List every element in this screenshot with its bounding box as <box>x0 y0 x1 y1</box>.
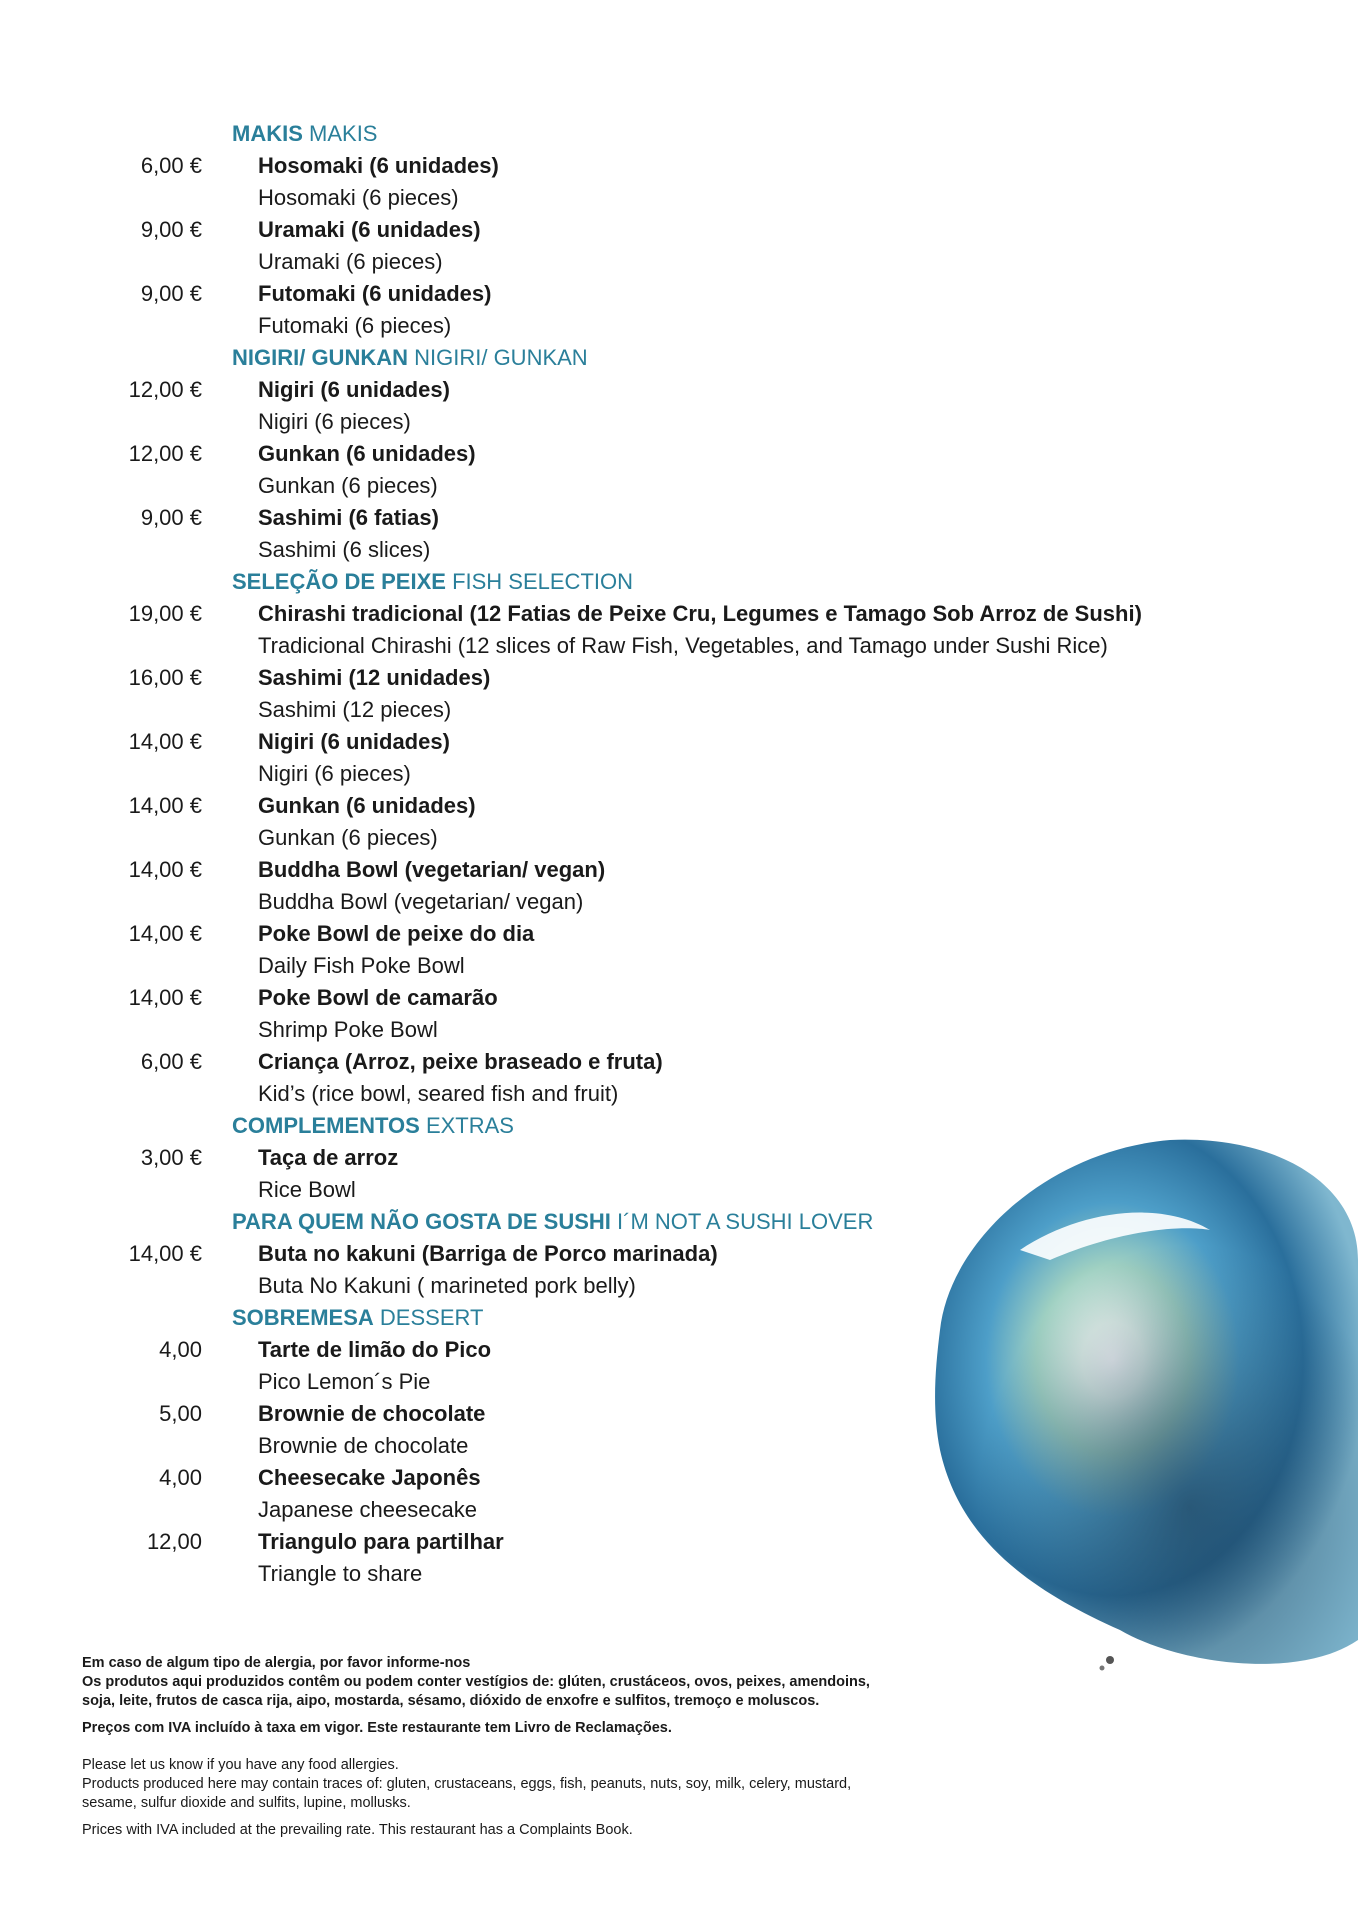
section-title-en: DESSERT <box>379 1305 484 1330</box>
section-heading <box>0 1302 1300 1334</box>
section-title-pt: NIGIRI/ GUNKAN <box>232 345 408 370</box>
item-name-en: Buta No Kakuni ( marineted pork belly) <box>258 1273 636 1298</box>
item-name-pt: Futomaki (6 unidades) <box>258 281 492 306</box>
item-name-en: Sashimi (6 slices) <box>258 537 431 562</box>
menu-item-translation-row <box>0 1270 1300 1302</box>
item-name-pt: Uramaki (6 unidades) <box>258 217 481 242</box>
item-name-pt: Poke Bowl de peixe do dia <box>258 921 535 946</box>
item-name-en: Shrimp Poke Bowl <box>258 1017 438 1042</box>
menu-item-row <box>0 918 1300 950</box>
section-heading <box>0 566 1300 598</box>
item-name-en: Futomaki (6 pieces) <box>258 313 452 338</box>
section-title-pt: PARA QUEM NÃO GOSTA DE SUSHI <box>232 1209 611 1234</box>
menu-item-translation-row <box>0 950 1300 982</box>
item-name-pt: Nigiri (6 unidades) <box>258 377 450 402</box>
item-price: 6,00 € <box>140 1049 202 1074</box>
traces-note-en-2: sesame, sulfur dioxide and sulfits, lupine, mollusks. <box>82 1795 411 1811</box>
menu-item-translation-row <box>0 630 1300 662</box>
item-price: 4,00 <box>159 1465 202 1490</box>
item-price: 14,00 € <box>128 985 202 1010</box>
section-heading <box>0 1206 1300 1238</box>
item-price: 9,00 € <box>140 217 202 242</box>
menu-item-row <box>0 598 1300 630</box>
menu-item-translation-row <box>0 1174 1300 1206</box>
item-name-en: Daily Fish Poke Bowl <box>258 953 465 978</box>
menu <box>0 118 1300 1590</box>
section-title-pt: SELEÇÃO DE PEIXE <box>232 569 446 594</box>
item-name-en: Rice Bowl <box>258 1177 356 1202</box>
section-title <box>232 566 633 598</box>
item-price: 3,00 € <box>140 1145 202 1170</box>
section-heading <box>0 118 1300 150</box>
allergy-note-pt: Em caso de algum tipo de alergia, por favor informe-nos <box>82 1655 471 1671</box>
item-name-en: Nigiri (6 pieces) <box>258 761 411 786</box>
section-title <box>232 118 377 150</box>
item-name-pt: Tarte de limão do Pico <box>258 1337 492 1362</box>
item-name-en: Uramaki (6 pieces) <box>258 249 443 274</box>
item-name-pt: Nigiri (6 unidades) <box>258 729 450 754</box>
item-name-en: Japanese cheesecake <box>258 1497 477 1522</box>
item-price: 19,00 € <box>128 601 202 626</box>
menu-item-row <box>0 1398 1300 1430</box>
item-name-pt: Buta no kakuni (Barriga de Porco marinada) <box>258 1241 718 1266</box>
item-name-pt: Poke Bowl de camarão <box>258 985 498 1010</box>
item-price: 14,00 € <box>128 1241 202 1266</box>
menu-item-translation-row <box>0 1078 1300 1110</box>
section-title-pt: COMPLEMENTOS <box>232 1113 420 1138</box>
menu-item-translation-row <box>0 1494 1300 1526</box>
section-title <box>232 1110 514 1142</box>
menu-item-translation-row <box>0 694 1300 726</box>
menu-item-row <box>0 662 1300 694</box>
item-name-en: Kid’s (rice bowl, seared fish and fruit) <box>258 1081 619 1106</box>
menu-item-translation-row <box>0 470 1300 502</box>
item-price: 14,00 € <box>128 793 202 818</box>
section-title <box>232 1302 483 1334</box>
menu-item-row <box>0 1526 1300 1558</box>
item-price: 9,00 € <box>140 281 202 306</box>
traces-note-pt-1: Os produtos aqui produzidos contêm ou podem conter vestígios de: glúten, crustáceos, ovos, peixes, amendoins, <box>82 1674 870 1690</box>
footer-notes <box>82 1654 982 1840</box>
item-price: 14,00 € <box>128 921 202 946</box>
section-title-en: NIGIRI/ GUNKAN <box>414 345 588 370</box>
menu-item-row <box>0 1238 1300 1270</box>
menu-item-row <box>0 790 1300 822</box>
item-name-pt: Taça de arroz <box>258 1145 399 1170</box>
menu-item-row <box>0 438 1300 470</box>
item-name-pt: Hosomaki (6 unidades) <box>258 153 499 178</box>
menu-item-translation-row <box>0 1430 1300 1462</box>
menu-item-translation-row <box>0 310 1300 342</box>
menu-item-translation-row <box>0 406 1300 438</box>
item-price: 16,00 € <box>128 665 202 690</box>
menu-item-row <box>0 1462 1300 1494</box>
item-name-pt: Gunkan (6 unidades) <box>258 793 476 818</box>
section-title-en: MAKIS <box>309 121 378 146</box>
menu-item-translation-row <box>0 822 1300 854</box>
section-title-pt: SOBREMESA <box>232 1305 374 1330</box>
item-price: 12,00 € <box>128 441 202 466</box>
menu-item-translation-row <box>0 1014 1300 1046</box>
menu-item-row <box>0 502 1300 534</box>
menu-item-translation-row <box>0 246 1300 278</box>
item-price: 14,00 € <box>128 857 202 882</box>
section-title-en: EXTRAS <box>425 1113 514 1138</box>
prices-note-pt: Preços com IVA incluído à taxa em vigor. Este restaurante tem Livro de Reclamações. <box>82 1720 672 1736</box>
item-price: 14,00 € <box>128 729 202 754</box>
menu-item-translation-row <box>0 1366 1300 1398</box>
menu-item-translation-row <box>0 1558 1300 1590</box>
menu-item-row <box>0 982 1300 1014</box>
traces-note-en-1: Products produced here may contain traces of: gluten, crustaceans, eggs, fish, peanuts, nuts, soy, milk, celery, mustard, <box>82 1776 852 1792</box>
menu-item-translation-row <box>0 886 1300 918</box>
item-name-en: Brownie de chocolate <box>258 1433 469 1458</box>
item-name-pt: Chirashi tradicional (12 Fatias de Peixe Cru, Legumes e Tamago Sob Arroz de Sushi) <box>258 601 1142 626</box>
item-name-pt: Criança (Arroz, peixe braseado e fruta) <box>258 1049 663 1074</box>
section-title-pt: MAKIS <box>232 121 303 146</box>
item-name-en: Triangle to share <box>258 1561 423 1586</box>
item-price: 9,00 € <box>140 505 202 530</box>
menu-item-row <box>0 1334 1300 1366</box>
menu-item-translation-row <box>0 534 1300 566</box>
item-name-pt: Sashimi (12 unidades) <box>258 665 491 690</box>
menu-item-row <box>0 214 1300 246</box>
item-name-en: Sashimi (12 pieces) <box>258 697 452 722</box>
menu-item-translation-row <box>0 182 1300 214</box>
item-price: 5,00 <box>159 1401 202 1426</box>
item-name-en: Tradicional Chirashi (12 slices of Raw Fish, Vegetables, and Tamago under Sushi Rice) <box>258 633 1108 658</box>
item-name-en: Buddha Bowl (vegetarian/ vegan) <box>258 889 584 914</box>
allergy-note-en: Please let us know if you have any food allergies. <box>82 1757 399 1773</box>
item-price: 6,00 € <box>140 153 202 178</box>
menu-item-row <box>0 1142 1300 1174</box>
item-price: 12,00 <box>146 1529 202 1554</box>
menu-item-row <box>0 150 1300 182</box>
menu-item-row <box>0 726 1300 758</box>
menu-item-row <box>0 374 1300 406</box>
item-price: 4,00 <box>159 1337 202 1362</box>
item-name-pt: Sashimi (6 fatias) <box>258 505 439 530</box>
item-name-pt: Gunkan (6 unidades) <box>258 441 476 466</box>
menu-item-row <box>0 1046 1300 1078</box>
section-heading <box>0 342 1300 374</box>
section-title <box>232 1206 873 1238</box>
item-name-pt: Buddha Bowl (vegetarian/ vegan) <box>258 857 606 882</box>
item-name-en: Gunkan (6 pieces) <box>258 825 438 850</box>
prices-note-en: Prices with IVA included at the prevailing rate. This restaurant has a Complaints Book. <box>82 1822 633 1838</box>
item-name-pt: Brownie de chocolate <box>258 1401 486 1426</box>
section-title-en: FISH SELECTION <box>452 569 633 594</box>
traces-note-pt-2: soja, leite, frutos de casca rija, aipo, mostarda, sésamo, dióxido de enxofre e sulfitos, tremoço e moluscos. <box>82 1693 820 1709</box>
menu-item-row <box>0 854 1300 886</box>
item-name-pt: Triangulo para partilhar <box>258 1529 504 1554</box>
item-name-en: Pico Lemon´s Pie <box>258 1369 431 1394</box>
item-price: 12,00 € <box>128 377 202 402</box>
menu-item-translation-row <box>0 758 1300 790</box>
item-name-en: Hosomaki (6 pieces) <box>258 185 459 210</box>
item-name-pt: Cheesecake Japonês <box>258 1465 481 1490</box>
section-heading <box>0 1110 1300 1142</box>
item-name-en: Gunkan (6 pieces) <box>258 473 438 498</box>
item-name-en: Nigiri (6 pieces) <box>258 409 411 434</box>
menu-item-row <box>0 278 1300 310</box>
section-title <box>232 342 588 374</box>
section-title-en: I´M NOT A SUSHI LOVER <box>617 1209 874 1234</box>
